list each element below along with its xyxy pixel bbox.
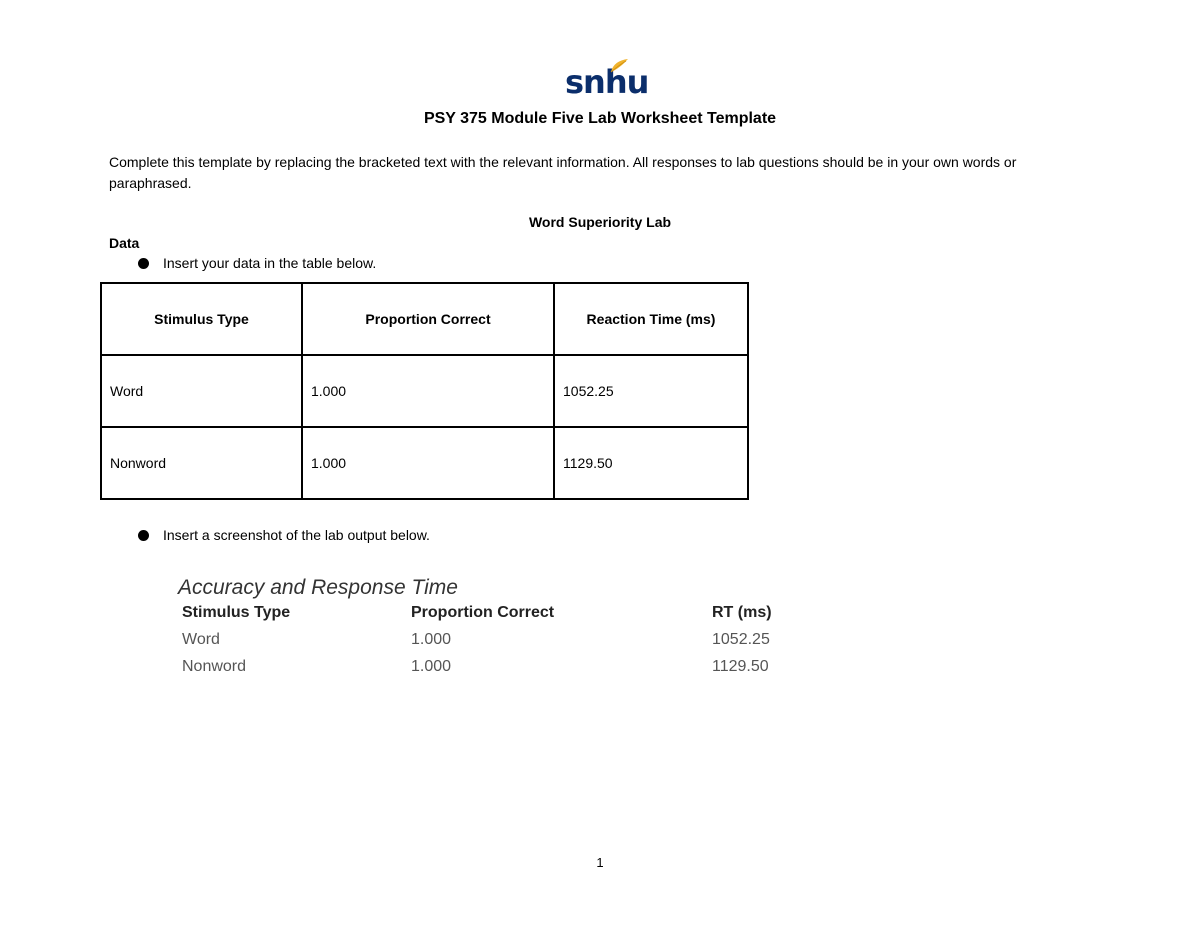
table-cell: 1.000: [302, 427, 554, 499]
intro-paragraph: Complete this template by replacing the bracketed text with the relevant information. All responses to lab questions should be in your own words or paraphrased.: [109, 154, 1017, 191]
table-header-row: [101, 283, 748, 355]
screenshot-cell: Nonword: [182, 658, 247, 675]
screenshot-title: Accuracy and Response Time: [178, 576, 458, 599]
table-cell: Word: [101, 355, 302, 427]
table-cell: Nonword: [101, 427, 302, 499]
screenshot-cell: 1.000: [411, 631, 452, 648]
table-cell: 1052.25: [554, 355, 748, 427]
bullet-text: Insert your data in the table below.: [163, 255, 377, 271]
table-row: [101, 427, 748, 499]
screenshot-cell: Word: [182, 631, 220, 648]
table-cell: 1.000: [302, 355, 554, 427]
table-header-cell: Stimulus Type: [101, 283, 302, 355]
snhu-logo: [565, 58, 649, 102]
bullet-text: Insert a screenshot of the lab output below.: [163, 527, 430, 543]
screenshot-cell: 1.000: [411, 658, 452, 675]
lab-title: Word Superiority Lab: [528, 214, 672, 230]
data-table: [100, 282, 749, 500]
bullet-icon: [138, 258, 149, 269]
screenshot-header-cell: RT (ms): [712, 604, 772, 621]
bullet-item: [138, 255, 376, 271]
screenshot-header-cell: Proportion Correct: [411, 604, 555, 621]
section-label-data: Data: [109, 235, 140, 251]
bullet-icon: [138, 530, 149, 541]
logo-text: snhu: [565, 63, 649, 101]
table-row: [101, 355, 748, 427]
table-header-cell: Proportion Correct: [302, 283, 554, 355]
table-cell: 1129.50: [554, 427, 748, 499]
bullet-item: [138, 527, 430, 543]
table-header-cell: Reaction Time (ms): [554, 283, 748, 355]
screenshot-cell: 1129.50: [712, 658, 769, 675]
lab-output-screenshot: [178, 574, 818, 684]
page-number: 1: [596, 855, 604, 870]
screenshot-header-cell: Stimulus Type: [182, 604, 291, 621]
screenshot-cell: 1052.25: [712, 631, 770, 648]
page-title: PSY 375 Module Five Lab Worksheet Template: [423, 110, 777, 127]
leaf-icon: [609, 58, 629, 74]
